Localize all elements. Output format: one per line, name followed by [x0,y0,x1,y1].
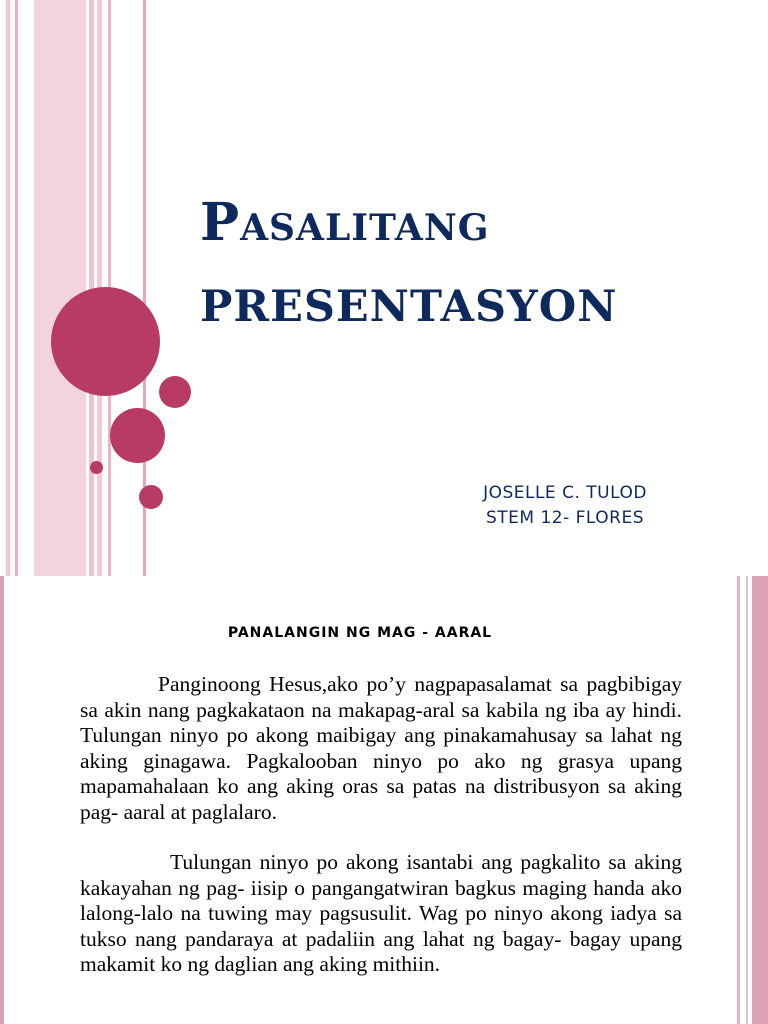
document-heading: PANALANGIN NG MAG - AARAL [227,625,493,641]
title-line-1: Pasalitang [200,192,490,253]
decorative-stripe [0,576,4,1024]
decorative-circle-small [159,376,191,408]
author-name: JOSELLE C. TULOD [483,483,647,503]
decorative-circle-tiny [90,461,103,474]
decorative-stripe [737,576,740,1024]
prayer-paragraph-2: Tulungan ninyo po akong isantabi ang pagkalito sa aking kakayahan ng pag- iisip o pangangatwiran bagkus maging handa ako lalong-lalo na tuwing may pagsusulit. Wag po ninyo akong iadya sa tukso nang pandaraya at padaliin ang lahat ng bagay- bagay upang makamit ko ng daglian ang aking mithiin. [80,850,682,976]
decorative-stripe [746,576,748,1024]
decorative-stripe [18,0,34,576]
title-line-2: PRESENTASYON [200,282,618,332]
prayer-slide [0,576,768,1024]
decorative-stripe [752,576,768,1024]
decorative-stripe [34,0,86,576]
decorative-circle-small [139,485,163,509]
prayer-paragraph-1: Panginoong Hesus,ako po’y nagpapasalamat sa pagbibigay sa akin nang pagkakataon na makapag-aral sa kabila ng iba ay hindi. Tulungan ninyo po akong maibigay ang pinakamahusay sa lahat ng aking ginagawa. Pagkalooban ninyo po ako ng grasya upang mapamahalaan ko ang aking oras sa patas na distribusyon sa aking pag- aaral at paglalaro. [80,672,682,824]
decorative-circle-medium [110,408,165,463]
decorative-circle-large [51,287,160,396]
author-section: STEM 12- FLORES [485,508,645,528]
